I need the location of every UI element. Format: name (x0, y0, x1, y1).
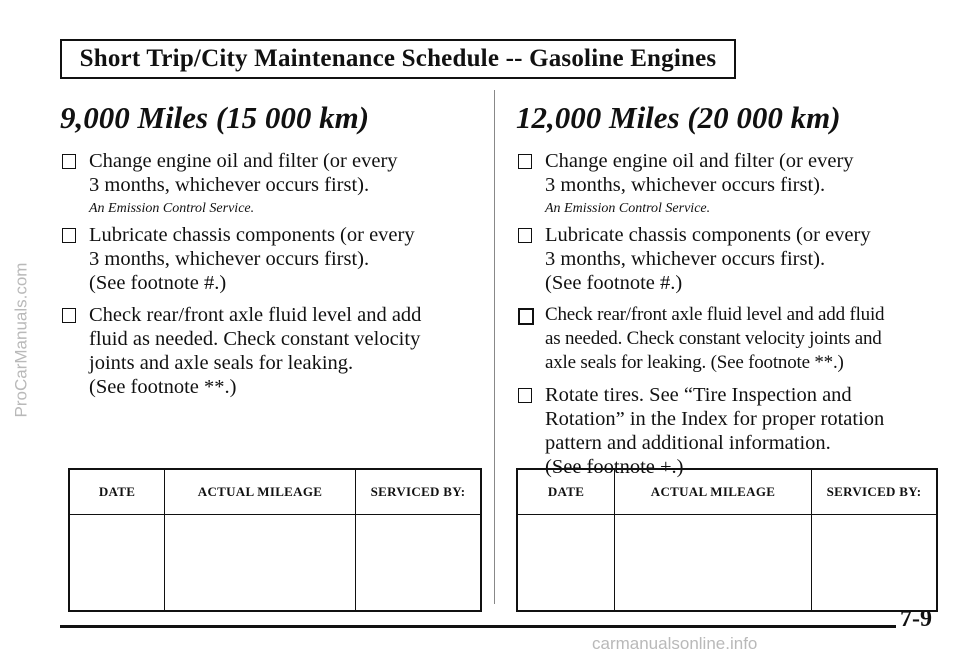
section-header (60, 39, 736, 79)
emission-note: An Emission Control Service. (545, 201, 711, 216)
mileage-cell[interactable] (165, 515, 356, 612)
serviced-by-header: SERVICED BY: (356, 469, 482, 515)
side-watermark (4, 160, 38, 520)
footer-watermark: carmanualsonline.info (592, 634, 758, 653)
service-record-table-left (68, 468, 482, 612)
section-title: Short Trip/City Maintenance Schedule -- Gasoline Engines (79, 45, 717, 72)
checkbox-icon[interactable] (518, 388, 532, 403)
date-cell[interactable] (69, 515, 165, 612)
checklist-item-oil-change: Change engine oil and filter (or every 3 months, whichever occurs first). (60, 149, 480, 197)
interval-heading: 9,000 Miles (15 000 km) (60, 100, 370, 135)
serviced-by-header: SERVICED BY: (812, 469, 938, 515)
mileage-cell[interactable] (615, 515, 812, 612)
emission-note: An Emission Control Service. (89, 201, 255, 216)
checkbox-icon[interactable] (62, 154, 76, 169)
checklist-item-lubricate-chassis: Lubricate chassis components (or every 3 months, whichever occurs first). (See footnote #.) (516, 223, 944, 295)
mileage-header: ACTUAL MILEAGE (165, 469, 356, 515)
checklist-item-axle-fluid: Check rear/front axle fluid level and add fluid as needed. Check constant velocity joints and axle seals for leaking. (See footnote **.) (60, 303, 480, 399)
checklist-item-rotate-tires: Rotate tires. See “Tire Inspection and Rotation” in the Index for proper rotation pattern and additional information. (See footnote +.) (516, 383, 944, 479)
checkbox-icon[interactable] (518, 308, 534, 325)
footer-rule (60, 625, 896, 628)
checklist-item-lubricate-chassis: Lubricate chassis components (or every 3 months, whichever occurs first). (See footnote #.) (60, 223, 480, 295)
page-number: 7-9 (900, 606, 932, 632)
serviced-by-cell[interactable] (356, 515, 482, 612)
date-header: DATE (517, 469, 615, 515)
service-record-table-right (516, 468, 938, 612)
interval-9000-column (60, 100, 480, 407)
date-header: DATE (69, 469, 165, 515)
checkbox-icon[interactable] (62, 308, 76, 323)
checkbox-icon[interactable] (518, 228, 532, 243)
checklist-item-axle-fluid: Check rear/front axle fluid level and add fluid as needed. Check constant velocity joints and axle seals for leaking. (See footnote **.) (516, 303, 944, 375)
column-divider (494, 90, 495, 604)
checkbox-icon[interactable] (518, 154, 532, 169)
watermark-text: ProCarManuals.com (11, 262, 31, 418)
date-cell[interactable] (517, 515, 615, 612)
interval-12000-column (516, 100, 944, 487)
interval-heading: 12,000 Miles (20 000 km) (516, 100, 841, 135)
serviced-by-cell[interactable] (812, 515, 938, 612)
mileage-header: ACTUAL MILEAGE (615, 469, 812, 515)
checkbox-icon[interactable] (62, 228, 76, 243)
checklist-item-oil-change: Change engine oil and filter (or every 3 months, whichever occurs first). (516, 149, 944, 197)
